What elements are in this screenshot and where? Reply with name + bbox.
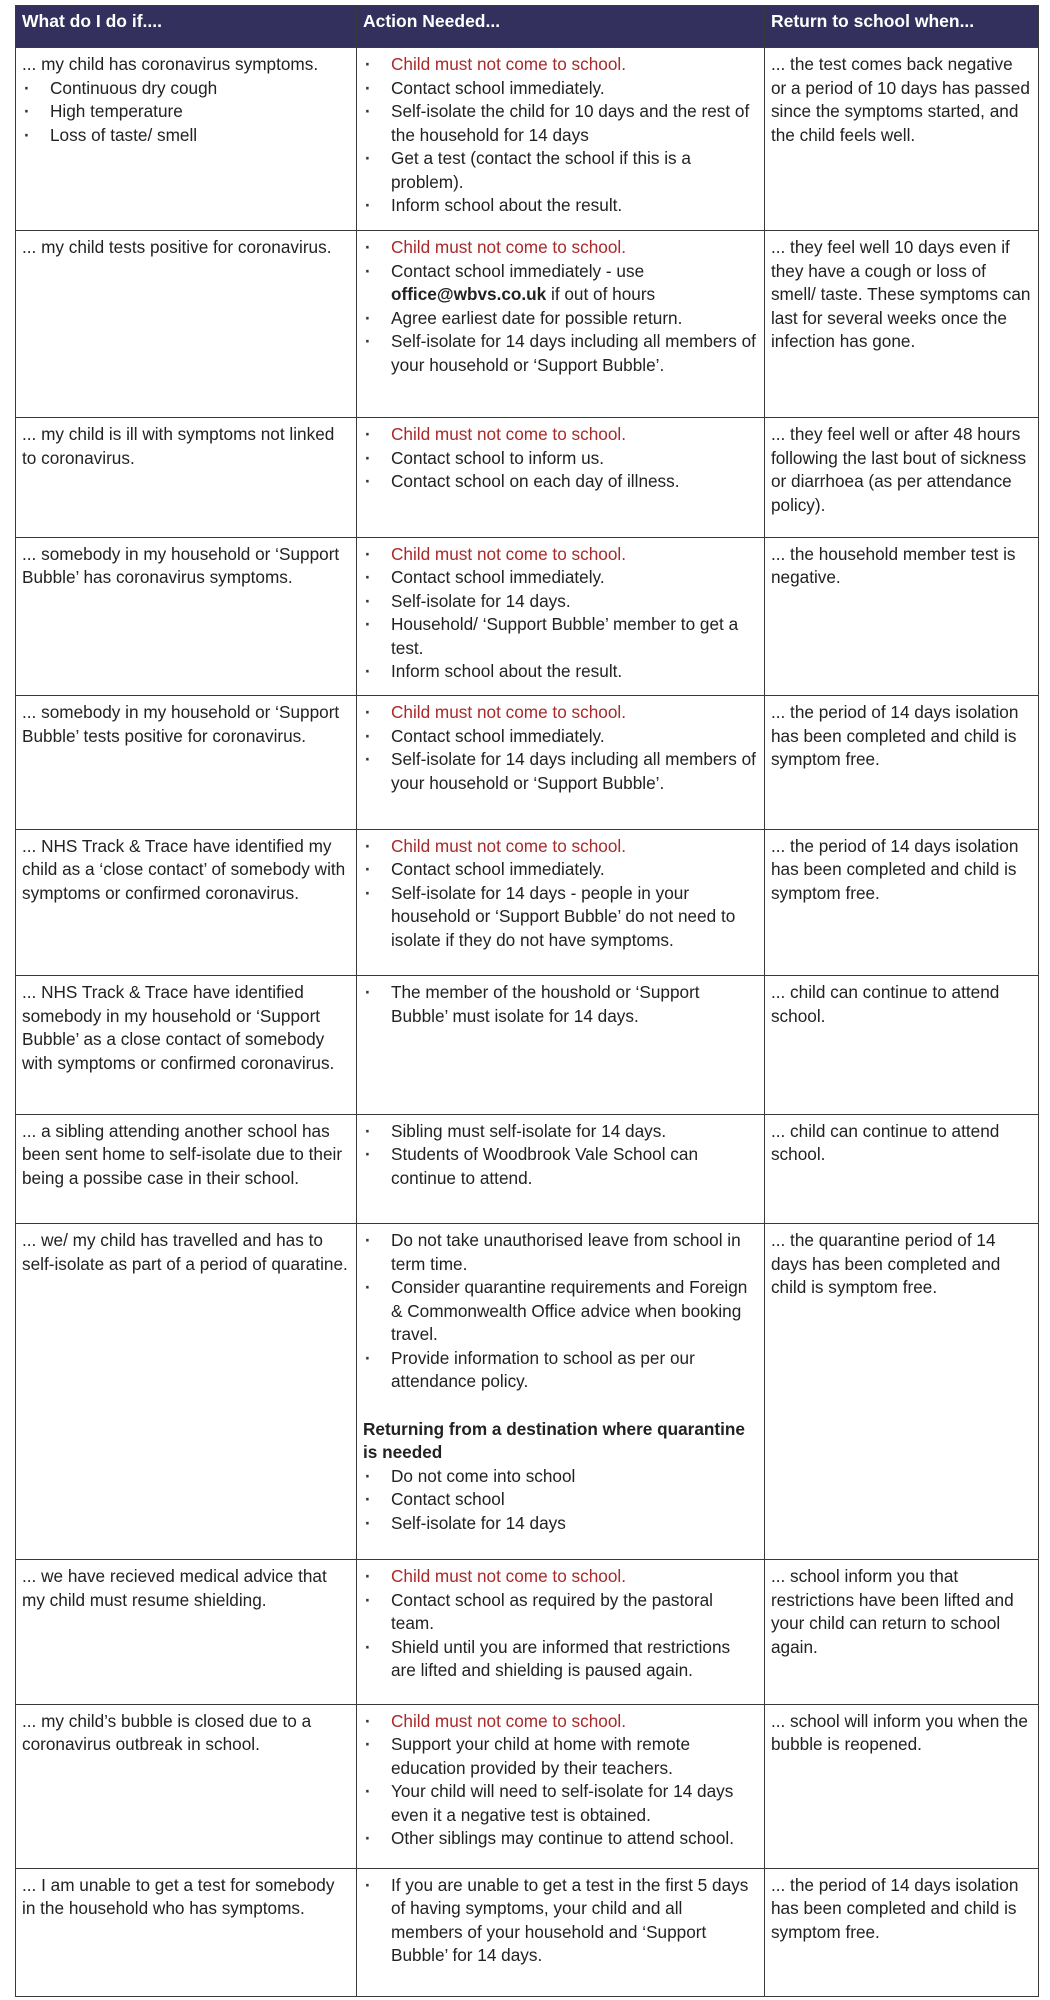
return-cell [764,1560,1038,1705]
return-text: ... the period of 14 days isolation has been completed and child is symptom free. [770,702,1019,770]
table-row [16,696,1039,829]
action-text: Shield until you are informed that restrictions are lifted and shielding is paused again. [390,1636,731,1681]
return-cell [764,48,1038,231]
action-cell [356,537,764,696]
action-list [363,1565,758,1683]
return-cell [764,1868,1038,1996]
return-cell [764,1114,1038,1224]
return-text: ... school will inform you when the bubble is reopened. [770,1710,1028,1755]
situation-cell [16,231,357,418]
action-list [363,423,758,494]
return-cell [764,829,1038,976]
action-cell [356,1224,764,1560]
action-item [363,748,758,795]
action-item [363,590,758,614]
action-text-suffix: if out of hours [546,284,656,305]
table-row [16,829,1039,976]
return-cell [764,1224,1038,1560]
sub-action-list [363,1465,758,1536]
situation-cell [16,537,357,696]
return-cell [764,696,1038,829]
action-text: Self-isolate for 14 days including all members of your household or ‘Support Bubble’. [390,331,756,375]
action-item-warning [363,236,758,260]
action-text: Contact school as required by the pastoral team. [390,1589,713,1634]
action-cell [356,829,764,976]
action-text: If you are unable to get a test in the first 5 days of having symptoms, your child and all members of your household and ‘Support Bubble’ for 14 days. [390,1874,749,1966]
action-text: Self-isolate for 14 days including all members of your household or ‘Support Bubble’. [390,749,756,793]
action-list [363,543,758,684]
action-text: Support your child at home with remote education provided by their teachers. [390,1734,691,1778]
action-item [363,1512,758,1536]
return-cell [764,976,1038,1114]
action-item [363,613,758,660]
action-text: Do not come into school [390,1465,576,1486]
action-text: Inform school about the result. [390,661,623,682]
situation-text: ... my child’s bubble is closed due to a coronavirus outbreak in school. [22,1710,312,1755]
situation-cell [16,1704,357,1868]
return-text: ... the period of 14 days isolation has been completed and child is symptom free. [770,1874,1019,1942]
return-text: ... they feel well or after 48 hours following the last bout of sickness or diarrhoea (as per attendance policy). [770,424,1027,515]
action-text: Contact school immediately. [390,725,605,746]
action-text: Contact school immediately - use [390,260,645,281]
table-row [16,1114,1039,1224]
action-cell [356,976,764,1114]
action-item [363,660,758,684]
situation-text: ... somebody in my household or ‘Support Bubble’ tests positive for coronavirus. [22,702,340,746]
guidance-document [15,5,1039,1997]
action-list [363,981,758,1028]
action-item [363,1874,758,1968]
situation-text: ... my child has coronavirus symptoms. [22,54,319,74]
situation-text: ... my child tests positive for coronavirus. [22,237,332,258]
action-list [363,701,758,795]
action-text: Child must not come to school. [390,1566,626,1587]
table-row [16,976,1039,1114]
situation-cell [16,1560,357,1705]
situation-cell [16,696,357,829]
action-list [363,1229,758,1394]
action-item [363,1589,758,1636]
action-item [363,100,758,147]
action-item [363,1143,758,1190]
situation-cell [16,418,357,537]
action-list [363,236,758,377]
action-item [363,447,758,471]
action-item-warning [363,701,758,725]
return-text: ... school inform you that restrictions have been lifted and your child can return to school again. [770,1566,1014,1657]
header-what-do-i-do: What do I do if.... [16,6,357,48]
action-list [363,1874,758,1968]
return-text: ... they feel well 10 days even if they have a cough or loss of smell/ taste. These symptoms can last for several weeks once the infection has gone. [770,237,1031,352]
action-text: Child must not come to school. [390,835,626,856]
situation-cell [16,1224,357,1560]
action-text: Contact school on each day of illness. [390,471,680,492]
situation-text: ... NHS Track & Trace have identified somebody in my household or ‘Support Bubble’ as a close contact of somebody with symptoms or confirmed coronavirus. [22,982,335,1073]
return-text: ... the period of 14 days isolation has been completed and child is symptom free. [770,835,1019,903]
action-text: Household/ ‘Support Bubble’ member to get a test. [390,614,739,658]
action-cell [356,1868,764,1996]
action-item [363,725,758,749]
action-item-warning [363,1565,758,1589]
action-text: Self-isolate for 14 days - people in your household or ‘Support Bubble’ do not need to isolate if they do not have symptoms. [390,882,736,950]
action-text: Child must not come to school. [390,1710,626,1731]
return-cell [764,231,1038,418]
action-item [363,1636,758,1683]
action-text: Contact school immediately. [390,567,605,588]
action-cell [356,48,764,231]
situation-text: ... my child is ill with symptoms not linked to coronavirus. [22,424,335,468]
action-item [363,858,758,882]
action-text: Contact school [390,1489,505,1510]
table-row [16,1868,1039,1996]
action-item-warning [363,543,758,567]
situation-cell [16,829,357,976]
situation-cell [16,976,357,1114]
action-list [363,835,758,953]
situation-text: ... NHS Track & Trace have identified my child as a ‘close contact’ of somebody with symptoms or confirmed coronavirus. [22,835,346,903]
action-text: Get a test (contact the school if this is a problem). [390,148,691,192]
action-text: Sibling must self-isolate for 14 days. [390,1120,667,1141]
action-text: The member of the houshold or ‘Support Bubble’ must isolate for 14 days. [390,982,700,1026]
action-cell [356,231,764,418]
action-text: Child must not come to school. [390,424,626,445]
situation-cell [16,48,357,231]
table-row [16,231,1039,418]
action-text: Contact school immediately. [390,859,605,880]
action-text: Students of Woodbrook Vale School can continue to attend. [390,1144,699,1188]
return-text: ... the test comes back negative or a period of 10 days has passed since the symptoms started, and the child feels well. [770,54,1030,145]
action-cell [356,1704,764,1868]
action-item [363,566,758,590]
situation-cell [16,1114,357,1224]
table-row [16,48,1039,231]
table-row [16,537,1039,696]
action-item [363,470,758,494]
action-list [363,53,758,218]
return-text: ... the household member test is negative. [770,543,1016,588]
action-text: Your child will need to self-isolate for 14 days even it a negative test is obtained. [390,1781,734,1825]
action-text: Consider quarantine requirements and Foreign & Commonwealth Office advice when booking travel. [390,1277,748,1345]
situation-text: ... we/ my child has travelled and has to self-isolate as part of a period of quaratine. [22,1230,348,1274]
action-text: Child must not come to school. [390,237,626,258]
action-item [363,1276,758,1347]
situation-text: ... somebody in my household or ‘Support Bubble’ has coronavirus symptoms. [22,543,340,588]
action-item [363,1488,758,1512]
action-item [363,1827,758,1851]
action-text: Other siblings may continue to attend school. [390,1828,734,1849]
action-item-warning [363,423,758,447]
action-item-warning [363,1710,758,1734]
action-item [363,260,758,307]
action-text: Agree earliest date for possible return. [390,307,683,328]
table-row [16,418,1039,537]
situation-cell [16,1868,357,1996]
action-text: Do not take unauthorised leave from school in term time. [390,1230,741,1274]
action-text: Self-isolate for 14 days [390,1512,566,1533]
symptom-item: · High temperature [22,100,350,124]
action-cell [356,418,764,537]
symptom-item: · Continuous dry cough [22,77,350,101]
action-text: Child must not come to school. [390,54,626,74]
action-item [363,77,758,101]
action-subheading: Returning from a destination where quarantine is needed [362,1418,745,1463]
return-cell [764,1704,1038,1868]
action-cell [356,696,764,829]
action-item [363,981,758,1028]
action-item [363,1780,758,1827]
action-item [363,147,758,194]
return-text: ... the quarantine period of 14 days has been completed and child is symptom free. [770,1230,1001,1298]
header-action-needed: Action Needed... [356,6,764,48]
table-row [16,1704,1039,1868]
action-text: Provide information to school as per our attendance policy. [390,1347,695,1392]
action-item [363,1465,758,1489]
situation-text: ... I am unable to get a test for somebody in the household who has symptoms. [22,1874,335,1919]
action-item [363,1229,758,1276]
guidance-table [15,5,1039,1997]
email-link[interactable]: office@wbvs.co.uk [390,284,547,305]
return-text: ... child can continue to attend school. [770,982,1000,1026]
action-text: Child must not come to school. [390,702,626,723]
action-text: Self-isolate for 14 days. [390,590,571,611]
action-item [363,1733,758,1780]
return-cell [764,537,1038,696]
action-item [363,1120,758,1144]
action-item [363,1347,758,1394]
action-cell [356,1114,764,1224]
action-item [363,330,758,377]
action-cell [356,1560,764,1705]
action-item [363,307,758,331]
return-cell [764,418,1038,537]
table-body [16,48,1039,1997]
action-list [363,1710,758,1851]
action-item [363,194,758,218]
action-item-warning [363,53,758,77]
action-text: Child must not come to school. [390,543,626,564]
action-text: Self-isolate the child for 10 days and the rest of the household for 14 days [390,101,750,145]
table-row [16,1224,1039,1560]
action-text: Inform school about the result. [390,195,623,215]
situation-text: ... a sibling attending another school has been sent home to self-isolate due to their being a possibe case in their school. [22,1120,343,1188]
action-item-warning [363,835,758,859]
action-list [363,1120,758,1191]
action-item [363,882,758,953]
symptom-item: · Loss of taste/ smell [22,124,350,148]
table-row [16,1560,1039,1705]
header-row [16,6,1039,48]
symptom-list [22,77,350,148]
action-text: Contact school immediately. [390,77,605,98]
situation-text: ... we have recieved medical advice that my child must resume shielding. [22,1566,327,1610]
return-text: ... child can continue to attend school. [770,1120,1000,1165]
header-return-to-school: Return to school when... [764,6,1038,48]
action-text: Contact school to inform us. [390,447,605,468]
